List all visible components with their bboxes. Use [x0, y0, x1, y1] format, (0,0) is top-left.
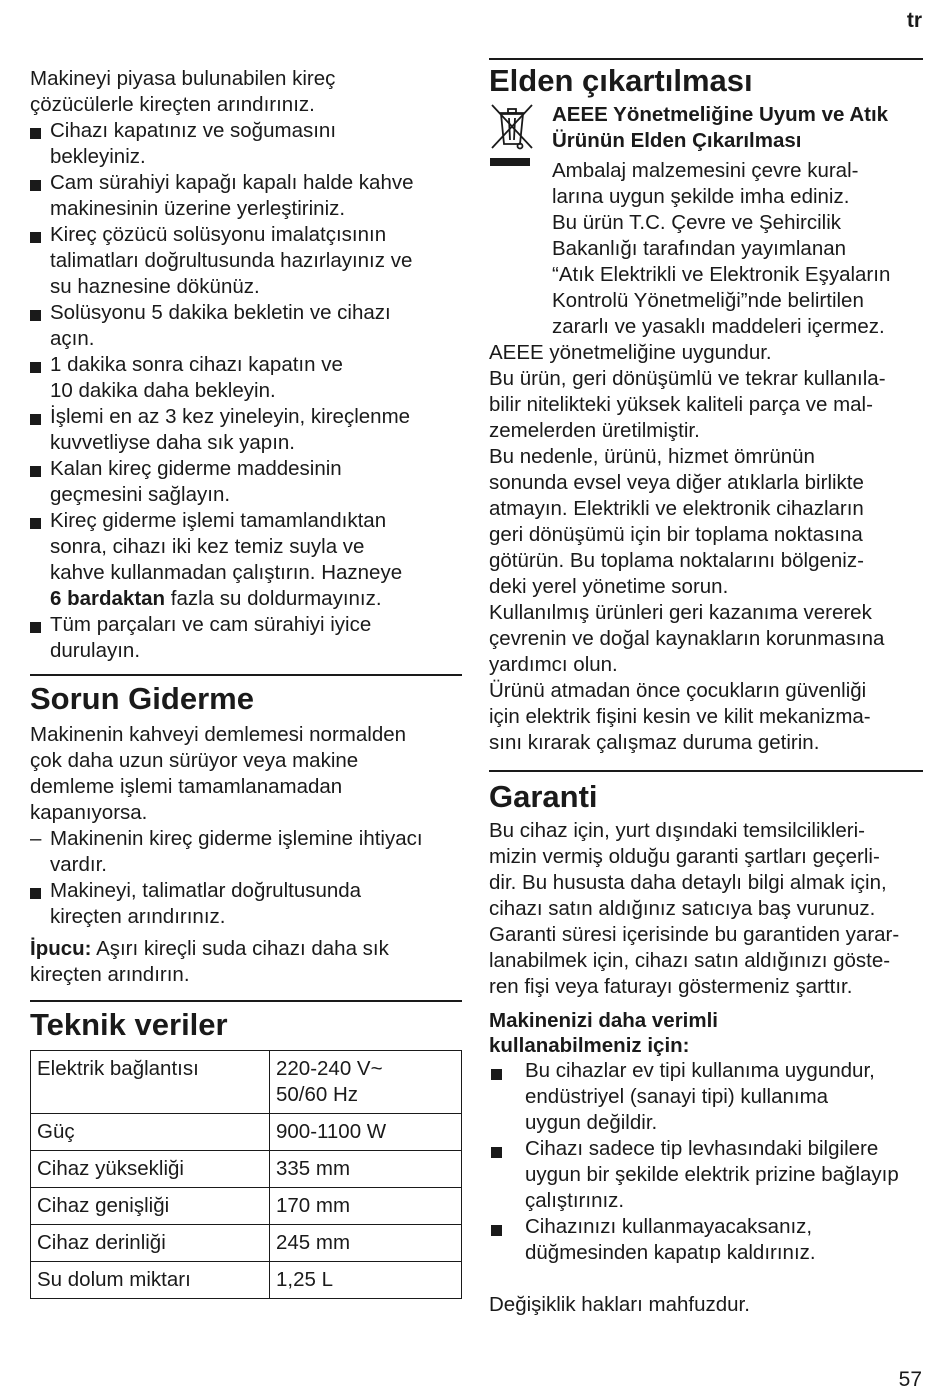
weee-subtitle: AEEE Yönetmeliğine Uyum ve Atık Ürünün Elden Çıkarılması	[552, 103, 889, 152]
bullet-square-icon	[30, 128, 41, 139]
left-column	[30, 66, 462, 1299]
table-row: Cihaz genişliği 170 mm	[31, 1188, 462, 1225]
table-row: Elektrik bağlantısı 220-240 V~ 50/60 Hz	[31, 1051, 462, 1114]
section-divider	[30, 1000, 462, 1002]
list-item: Cam sürahiyi kapağı kapalı halde kahve makinesinin üzerine yerleştiriniz.	[30, 170, 462, 222]
section-title-warranty: Garanti	[489, 779, 598, 814]
bullet-square-icon	[30, 518, 41, 529]
language-code: tr	[906, 9, 922, 32]
warranty-paragraph: Bu cihaz için, yurt dışındaki temsilcilikleri- mizin vermiş olduğu garanti şartları geçerli- dir. Bu hususta daha detaylı bilgi almak için, cihazı satın aldığınız satıcıya baş vurunuz. Garanti süresi içerisinde bu garantiden yarar- lanabilmek için, cihazı satın aldığınızı göste- ren fişi veya faturayı göstermeniz şarttır.	[489, 819, 900, 998]
list-item: Kalan kireç giderme maddesinin geçmesini sağlayın.	[30, 456, 462, 508]
bullet-square-icon	[30, 310, 41, 321]
list-item: Kireç giderme işlemi tamamlandıktan sonra, cihazı iki kez temiz suyla ve kahve kullanmadan çalıştırın. Hazneye 6 bardaktan fazla su doldurmayınız.	[30, 508, 462, 612]
right-column	[489, 58, 923, 1318]
bullet-square-icon	[30, 622, 41, 633]
section-title-technical-data: Teknik veriler	[30, 1007, 228, 1042]
weee-block	[489, 102, 923, 340]
table-row: Güç 900-1100 W	[31, 1114, 462, 1151]
disposal-paragraph: Bu ürün, geri dönüşümlü ve tekrar kullanıla- bilir nitelikteki yüksek kaliteli parça ve mal- zemelerden üretilmiştir.	[489, 367, 886, 442]
crossed-out-bin-icon	[489, 102, 535, 182]
disposal-paragraph: Ürünü atmadan önce çocukların güvenliği için elektrik fişini kesin ve kilit mekanizma- sını kırarak çalışmaz duruma getirin.	[489, 679, 871, 754]
list-item: Bu cihazlar ev tipi kullanıma uygundur, endüstriyel (sanayi tipi) kullanıma uygun değildir.	[489, 1058, 923, 1136]
bullet-square-icon	[30, 414, 41, 425]
list-item: 1 dakika sonra cihazı kapatın ve 10 dakika daha bekleyin.	[30, 352, 462, 404]
descaling-intro: Makineyi piyasa bulunabilen kireç çözücülerle kireçten arındırınız.	[30, 67, 336, 116]
tip-paragraph: İpucu: Aşırı kireçli suda cihazı daha sık kireçten arındırın.	[30, 937, 389, 986]
descaling-steps	[30, 118, 462, 664]
bullet-square-icon	[491, 1225, 502, 1236]
table-row: Cihaz derinliği 245 mm	[31, 1225, 462, 1262]
section-divider	[489, 58, 923, 60]
list-item: Cihazınızı kullanmayacaksanız, düğmesinden kapatıp kaldırınız.	[489, 1214, 923, 1266]
action-item: Makineyi, talimatlar doğrultusunda kireçten arındırınız.	[30, 878, 462, 930]
list-item: Kireç çözücü solüsyonu imalatçısının talimatları doğrultusunda hazırlayınız ve su haznesine dökünüz.	[30, 222, 462, 300]
bullet-square-icon	[30, 466, 41, 477]
page-number: 57	[898, 1368, 922, 1391]
disposal-paragraph: Kullanılmış ürünleri geri kazanıma vererek çevrenin ve doğal kaynakların korunmasına yardımcı olun.	[489, 601, 885, 676]
section-divider	[30, 674, 462, 676]
list-item: Solüsyonu 5 dakika bekletin ve cihazı açın.	[30, 300, 462, 352]
tip-label: İpucu:	[30, 937, 92, 960]
bullet-square-icon	[30, 180, 41, 191]
section-divider	[489, 770, 923, 772]
section-title-disposal: Elden çıkartılması	[489, 63, 753, 98]
cause-item: – Makinenin kireç giderme işlemine ihtiyacı vardır.	[30, 827, 423, 876]
bullet-square-icon	[30, 232, 41, 243]
bullet-square-icon	[491, 1147, 502, 1158]
section-title-troubleshooting: Sorun Giderme	[30, 681, 254, 716]
bullet-square-icon	[491, 1069, 502, 1080]
dash-bullet: –	[30, 827, 42, 850]
technical-data-table	[30, 1050, 462, 1299]
weee-compliance-text: Ambalaj malzemesini çevre kural- larına uygun şekilde imha ediniz. Bu ürün T.C. Çevre ve Şehircilik Bakanlığı tarafından yayımlanan “Atık Elektrikli ve Elektronik Eşyaların Kontrolü Yönetmeliği”nde belirtilen zararlı ve yasaklı maddeleri içermez.	[552, 159, 891, 338]
table-row: Cihaz yüksekliği 335 mm	[31, 1151, 462, 1188]
rights-reserved-note: Değişiklik hakları mahfuzdur.	[489, 1293, 750, 1316]
list-item: Cihazı sadece tip levhasındaki bilgilere uygun bir şekilde elektrik prizine bağlayıp çalıştırınız.	[489, 1136, 923, 1214]
bullet-square-icon	[30, 362, 41, 373]
troubleshooting-intro: Makinenin kahveyi demlemesi normalden çok daha uzun sürüyor veya makine demleme işlemi tamamlanamadan kapanıyorsa.	[30, 723, 407, 824]
table-row: Su dolum miktarı 1,25 L	[31, 1262, 462, 1299]
list-item: Tüm parçaları ve cam sürahiyi iyice durulayın.	[30, 612, 462, 664]
list-item: İşlemi en az 3 kez yineleyin, kireçlenme kuvvetliyse daha sık yapın.	[30, 404, 462, 456]
bullet-square-icon	[30, 888, 41, 899]
list-item: Cihazı kapatınız ve soğumasını bekleyiniz.	[30, 118, 462, 170]
cup-count-emphasis: 6 bardaktan	[50, 587, 166, 610]
disposal-paragraph: AEEE yönetmeliğine uygundur.	[489, 341, 772, 364]
disposal-paragraph: Bu nedenle, ürünü, hizmet ömrünün sonunda evsel veya diğer atıklarla birlikte atmayın. Elektrikli ve elektronik cihazların geri dönüşümü için bir toplama noktasına götürün. Bu toplama noktalarını bölgeniz- deki yerel yönetime sorun.	[489, 445, 864, 598]
efficient-use-heading: Makinenizi daha verimli kullanabilmeniz için:	[489, 1009, 718, 1057]
